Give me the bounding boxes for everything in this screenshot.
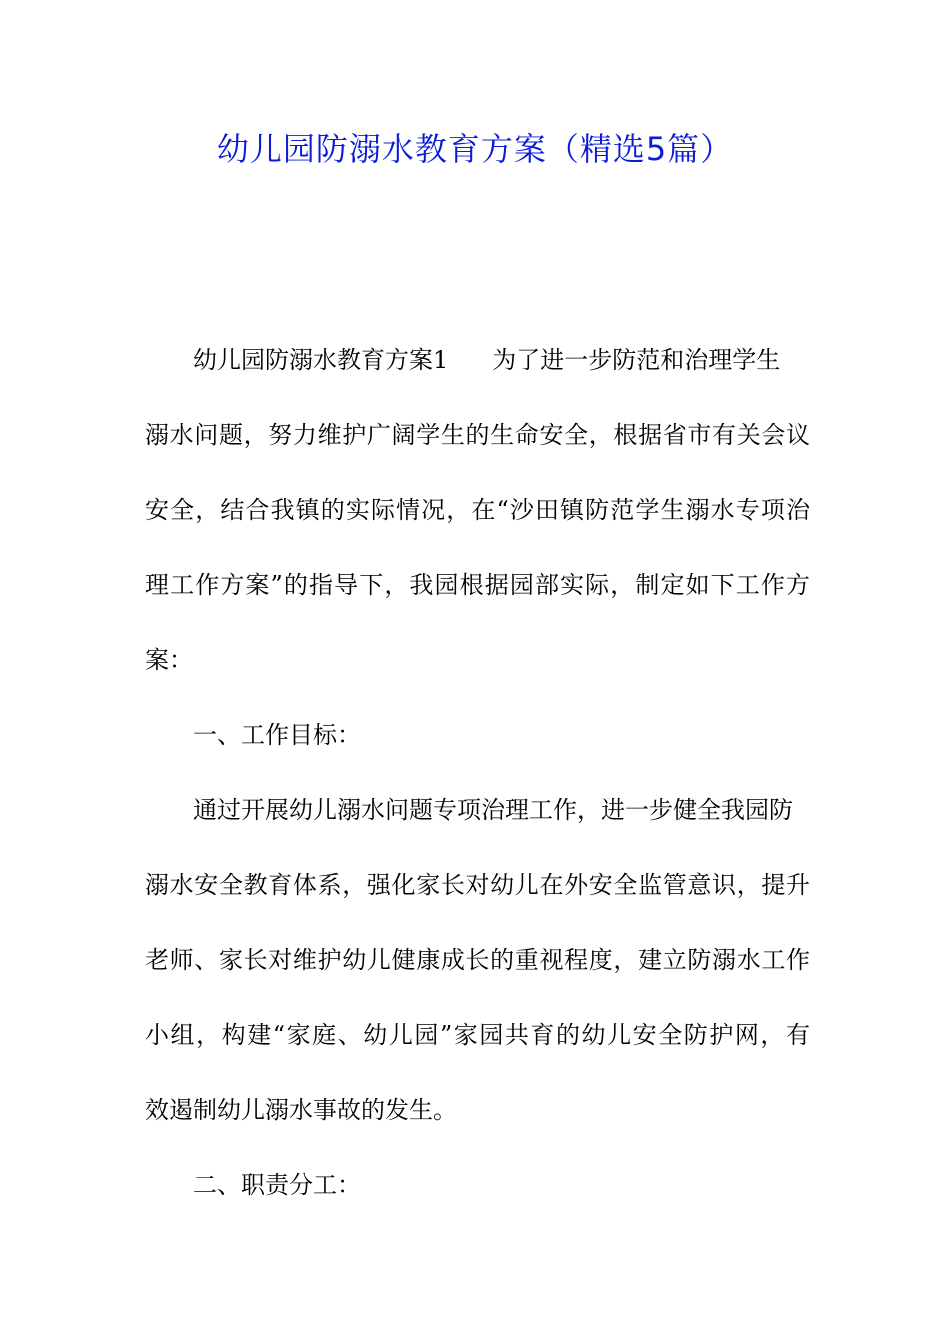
section-heading: 一、工作目标： — [193, 721, 361, 749]
paragraph-line: 溺水问题，努力维护广阔学生的生命安全，根据省市有关会议 — [145, 421, 810, 449]
section-heading: 二、职责分工： — [193, 1171, 361, 1199]
paragraph-line: 老师、家长对维护幼儿健康成长的重视程度，建立防溺水工作 — [145, 946, 810, 974]
paragraph-line: 案： — [145, 646, 193, 674]
paragraph-text: 为了进一步防范和治理学生 — [492, 346, 781, 374]
paragraph-line — [145, 341, 810, 379]
paragraph-line: 小组，构建“家庭、幼儿园”家园共育的幼儿安全防护网，有 — [145, 1021, 810, 1049]
section-heading: 幼儿园防溺水教育方案1 — [193, 346, 449, 374]
paragraph-line: 安全，结合我镇的实际情况，在“沙田镇防范学生溺水专项治 — [145, 496, 810, 524]
document-title: 幼儿园防溺水教育方案（精选5篇） — [216, 130, 734, 168]
document-body — [145, 341, 810, 1241]
paragraph-line: 理工作方案”的指导下，我园根据园部实际，制定如下工作方 — [145, 571, 810, 599]
paragraph-line: 通过开展幼儿溺水问题专项治理工作，进一步健全我园防 — [193, 796, 793, 824]
paragraph-line: 效遏制幼儿溺水事故的发生。 — [145, 1096, 457, 1124]
paragraph-line: 溺水安全教育体系，强化家长对幼儿在外安全监管意识，提升 — [145, 871, 810, 899]
